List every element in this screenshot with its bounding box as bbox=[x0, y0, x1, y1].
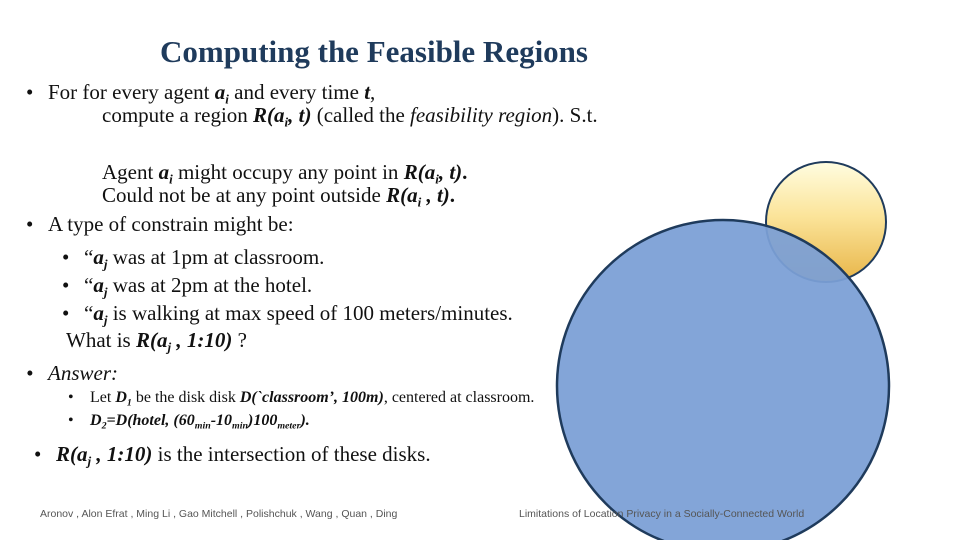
bullet-every-agent: • For for every agent $a_i$ and every time t, bbox=[48, 80, 375, 108]
condition-not-outside: Could not be at any point outside $R(a_i$ , t). bbox=[102, 183, 456, 210]
constraint-walking-speed: • “$a_j$ is walking at max speed of 100 meters/minutes. bbox=[84, 301, 513, 329]
bullet-intersection: • $R(a_j$ , 1:10) is the intersection of these disks. bbox=[56, 442, 431, 470]
disk-d2-circle bbox=[557, 220, 889, 540]
slide-title: Computing the Feasible Regions bbox=[160, 34, 588, 69]
answer-disk-d2: • $D_2=D(hotel$, $(60_{min}-10_{min})100_{meter}$). bbox=[90, 412, 310, 431]
footer-paper-title: Limitations of Location Privacy in a Socially-Connected World bbox=[519, 508, 805, 520]
footer-authors: Aronov , Alon Efrat , Ming Li , Gao Mitchell , Polishchuk , Wang , Quan , Ding bbox=[40, 508, 398, 520]
condition-might-occupy: Agent $a_i$ might occupy any point in $R(a_i$, t). bbox=[102, 160, 468, 187]
question-what-is-region: What is $R(a_j$ , 1:10) ? bbox=[66, 328, 247, 355]
constraint-hotel: • “$a_j$ was at 2pm at the hotel. bbox=[84, 273, 312, 301]
bullet-answer: • Answer: bbox=[48, 361, 118, 386]
bullet-compute-region: compute a region $R(a_i$, t) (called the feasibility region). S.t. bbox=[102, 103, 598, 130]
answer-disk-d1: • Let $D_1$ be the disk disk D(`classroom’, 100m), centered at classroom. bbox=[90, 389, 534, 408]
constraint-classroom: • “$a_j$ was at 1pm at classroom. bbox=[84, 245, 324, 273]
bullet-constraint-type: • A type of constrain might be: bbox=[48, 212, 294, 237]
